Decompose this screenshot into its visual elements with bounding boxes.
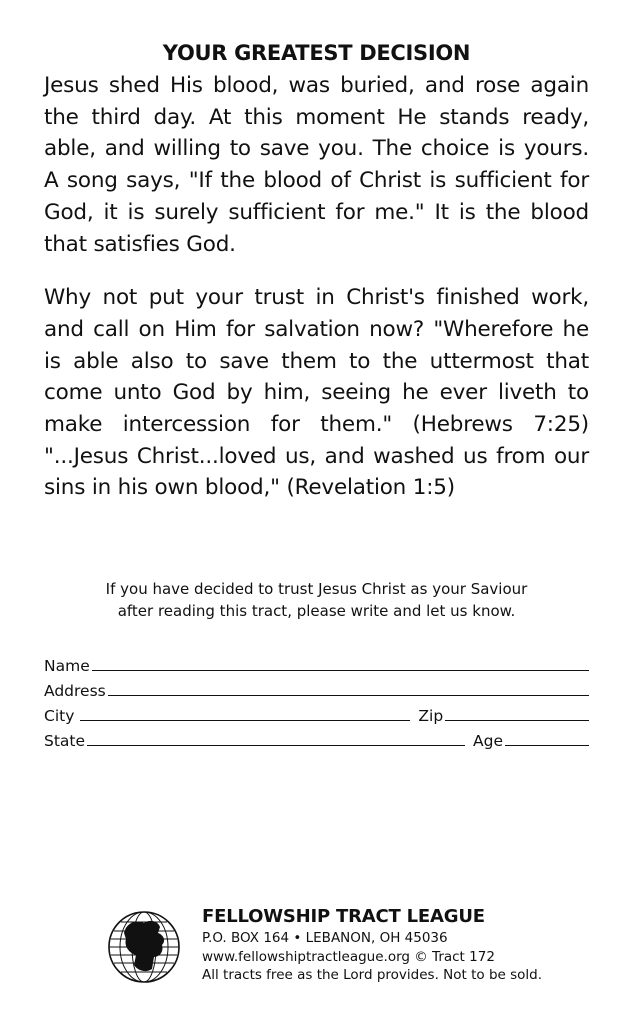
paragraph-1: Jesus shed His blood, was buried, and rose again the third day. At this moment He stands ready, able, and willing to save you. The choice is yours. A song says, "If the blood of Christ is sufficient for God, it is surely sufficient for me." It is the blood that satisfies God. <box>44 73 589 257</box>
city-label: City <box>44 707 75 725</box>
response-notice <box>44 578 589 622</box>
publisher-name: FELLOWSHIP TRACT LEAGUE <box>202 906 485 927</box>
state-label: State <box>44 732 86 750</box>
page-title: YOUR GREATEST DECISION <box>162 41 471 65</box>
publisher-note: All tracts free as the Lord provides. Not to be sold. <box>202 967 543 983</box>
name-field[interactable] <box>92 669 589 671</box>
city-field[interactable] <box>80 719 410 721</box>
paragraph-2: Why not put your trust in Christ's finished work, and call on Him for salvation now? "Wherefore he is able also to save them to the uttermost that come unto God by him, seeing he ever liveth to make intercession for them." (Hebrews 7:25) "...Jesus Christ...loved us, and washed us from our sins in his own blood," (Revelation 1:5) <box>44 285 589 501</box>
publisher-footer <box>106 905 586 995</box>
publisher-website: www.fellowshiptractleague.org © Tract 172 <box>202 948 495 965</box>
address-label: Address <box>44 682 106 700</box>
name-label: Name <box>44 657 90 675</box>
zip-label: Zip <box>418 707 444 725</box>
state-field[interactable] <box>87 744 465 746</box>
age-label: Age <box>473 732 504 750</box>
address-row <box>44 675 589 700</box>
tract-body <box>44 40 589 504</box>
age-field[interactable] <box>505 744 589 746</box>
globe-with-hand-icon <box>106 909 182 985</box>
notice-line-1: If you have decided to trust Jesus Christ as your Saviour <box>105 580 528 598</box>
publisher-address: P.O. BOX 164 • LEBANON, OH 45036 <box>202 930 448 946</box>
publisher-info <box>202 905 542 985</box>
city-zip-row <box>44 700 589 725</box>
zip-field[interactable] <box>445 719 589 721</box>
response-form <box>44 650 589 750</box>
address-field[interactable] <box>108 694 589 696</box>
name-row <box>44 650 589 675</box>
state-age-row <box>44 725 589 750</box>
notice-line-2: after reading this tract, please write and let us know. <box>117 602 516 620</box>
